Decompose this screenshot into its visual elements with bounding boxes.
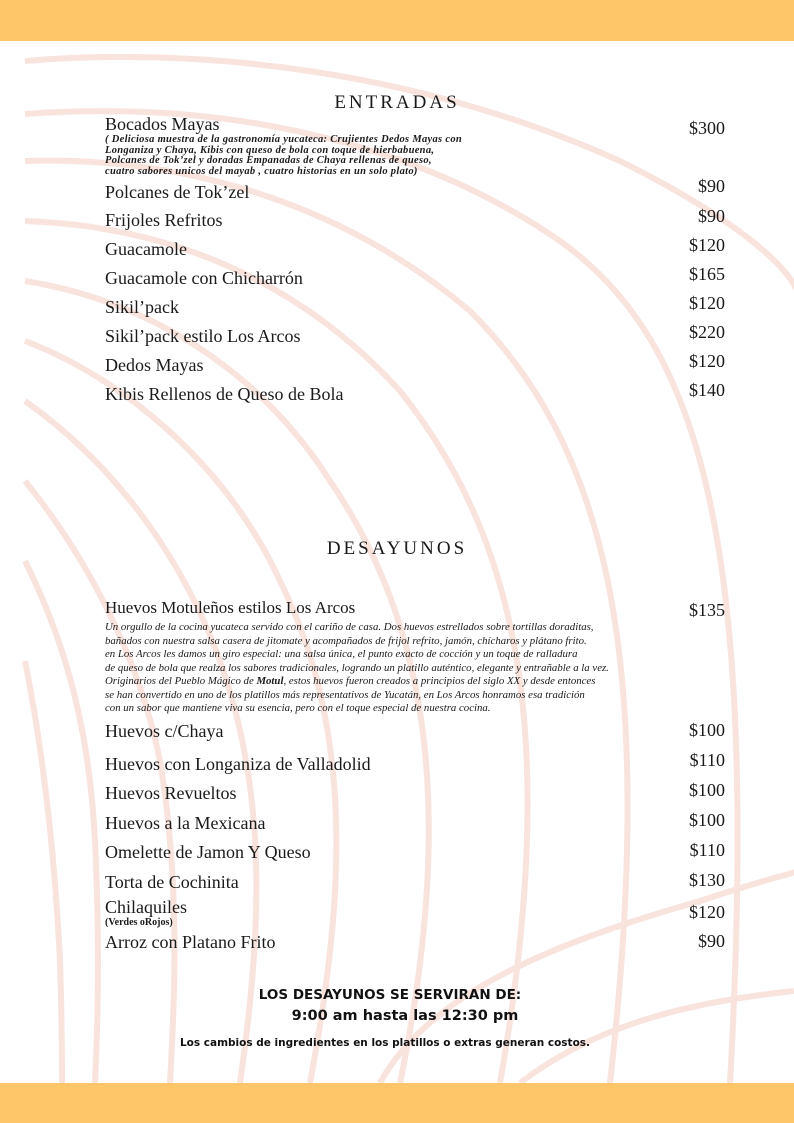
item-price: $165 xyxy=(689,264,725,284)
item-price: $300 xyxy=(689,118,725,138)
menu-item xyxy=(105,721,725,741)
menu-item xyxy=(105,235,725,259)
item-name: Huevos c/Chaya xyxy=(105,721,224,741)
menu-item xyxy=(105,264,725,288)
description-line: Originarios del Pueblo Mágico de Motul, estos huevos fueron creados a principios del siglo XX y desde entonces xyxy=(105,675,596,687)
item-name: Omelette de Jamon Y Queso xyxy=(105,842,311,862)
description-line: Un orgullo de la cocina yucateca servido con el cariño de casa. Dos huevos estrellados sobre tortillas doraditas, xyxy=(105,621,594,633)
item-name: Sikil’pack estilo Los Arcos xyxy=(105,326,301,346)
item-description xyxy=(105,621,725,716)
item-name: Bocados Mayas xyxy=(105,114,220,134)
menu-item xyxy=(105,351,725,375)
item-note: (Verdes oRojos) xyxy=(105,917,173,928)
item-name: Guacamole xyxy=(105,239,187,259)
description-line: se han convertido en uno de los platillos más representativos de Yucatán, en Los Arcos honramos esa tradición xyxy=(105,688,585,701)
item-price: $100 xyxy=(689,720,725,740)
menu-item xyxy=(105,322,725,346)
menu-item xyxy=(105,750,725,774)
item-name: Huevos Motuleños estilos Los Arcos xyxy=(105,598,356,617)
item-price: $90 xyxy=(698,931,725,951)
menu-item xyxy=(105,176,725,202)
description-line: cuatro sabores unicos del mayab , cuatro historias en un solo plato) xyxy=(105,165,418,177)
item-description xyxy=(105,135,725,177)
item-name: Arroz con Platano Frito xyxy=(105,932,276,952)
item-price: $100 xyxy=(689,810,725,830)
item-price: $90 xyxy=(698,176,725,196)
menu-item xyxy=(105,206,725,230)
schedule-hours: 9:00 am hasta las 12:30 pm xyxy=(291,1008,519,1024)
menu-item xyxy=(105,780,725,803)
menu-item xyxy=(105,842,725,862)
item-price: $110 xyxy=(689,750,725,770)
item-name: Guacamole con Chicharrón xyxy=(105,268,303,288)
menu-item xyxy=(105,932,725,952)
disclaimer: Los cambios de ingredientes en los platillos o extras generan costos. xyxy=(179,1037,591,1049)
item-price: $220 xyxy=(689,322,725,342)
description-line: ( Deliciosa muestra de la gastronomía yucateca: Crujientes Dedos Mayas con xyxy=(105,134,463,145)
item-name: Dedos Mayas xyxy=(105,355,204,375)
item-price: $90 xyxy=(698,206,725,226)
menu-item xyxy=(105,293,725,317)
menu-item xyxy=(105,810,725,833)
item-price: $135 xyxy=(689,600,725,620)
item-price: $130 xyxy=(689,870,725,890)
menu-item xyxy=(105,872,725,892)
menu-item xyxy=(105,598,725,716)
item-price: $110 xyxy=(689,840,725,860)
section-title-desayunos: DESAYUNOS xyxy=(326,538,468,559)
item-name: Huevos Revueltos xyxy=(105,783,237,803)
item-price: $120 xyxy=(689,351,725,371)
menu-item xyxy=(105,380,725,404)
item-name: Torta de Cochinita xyxy=(105,872,239,892)
item-name: Kibis Rellenos de Queso de Bola xyxy=(105,384,344,404)
description-line: Polcanes de Tok’zel y doradas Empanadas de Chaya rellenas de queso, xyxy=(105,155,432,166)
schedule-heading: LOS DESAYUNOS SE SERVIRAN DE: xyxy=(258,987,522,1003)
item-name: Huevos a la Mexicana xyxy=(105,813,266,833)
item-price: $120 xyxy=(689,293,725,313)
menu-item xyxy=(105,897,725,928)
description-line: con un sabor que mantiene viva su esencia, pero con el toque especial de nuestra cocina. xyxy=(105,702,491,714)
item-name: Polcanes de Tok’zel xyxy=(105,182,250,202)
item-name: Sikil’pack xyxy=(105,297,179,317)
description-line: de queso de bola que realza los sabores tradicionales, logrando un platillo auténtico, elegante y entrañable a la vez. xyxy=(105,661,609,674)
item-name: Huevos con Longaniza de Valladolid xyxy=(105,754,371,774)
description-line: Longaniza y Chaya, Kibis con queso de bola con toque de hierbabuena, xyxy=(105,144,435,156)
item-name: Chilaquiles xyxy=(105,897,187,917)
description-line: en Los Arcos les damos un giro especial: una salsa única, el punto exacto de cocción y un toque de ralladura xyxy=(105,648,578,660)
item-price: $120 xyxy=(689,902,725,922)
section-title-entradas: ENTRADAS xyxy=(334,92,460,113)
menu-item xyxy=(105,114,725,177)
origin-town: Motul xyxy=(256,675,284,687)
item-price: $140 xyxy=(689,380,725,400)
item-name: Frijoles Refritos xyxy=(105,210,223,230)
description-line: bañados con nuestra salsa casera de jitomate y acompañados de frijol refrito, jamón, chícharos y plátano frito. xyxy=(105,634,587,647)
item-price: $120 xyxy=(689,235,725,255)
item-price: $100 xyxy=(689,780,725,800)
